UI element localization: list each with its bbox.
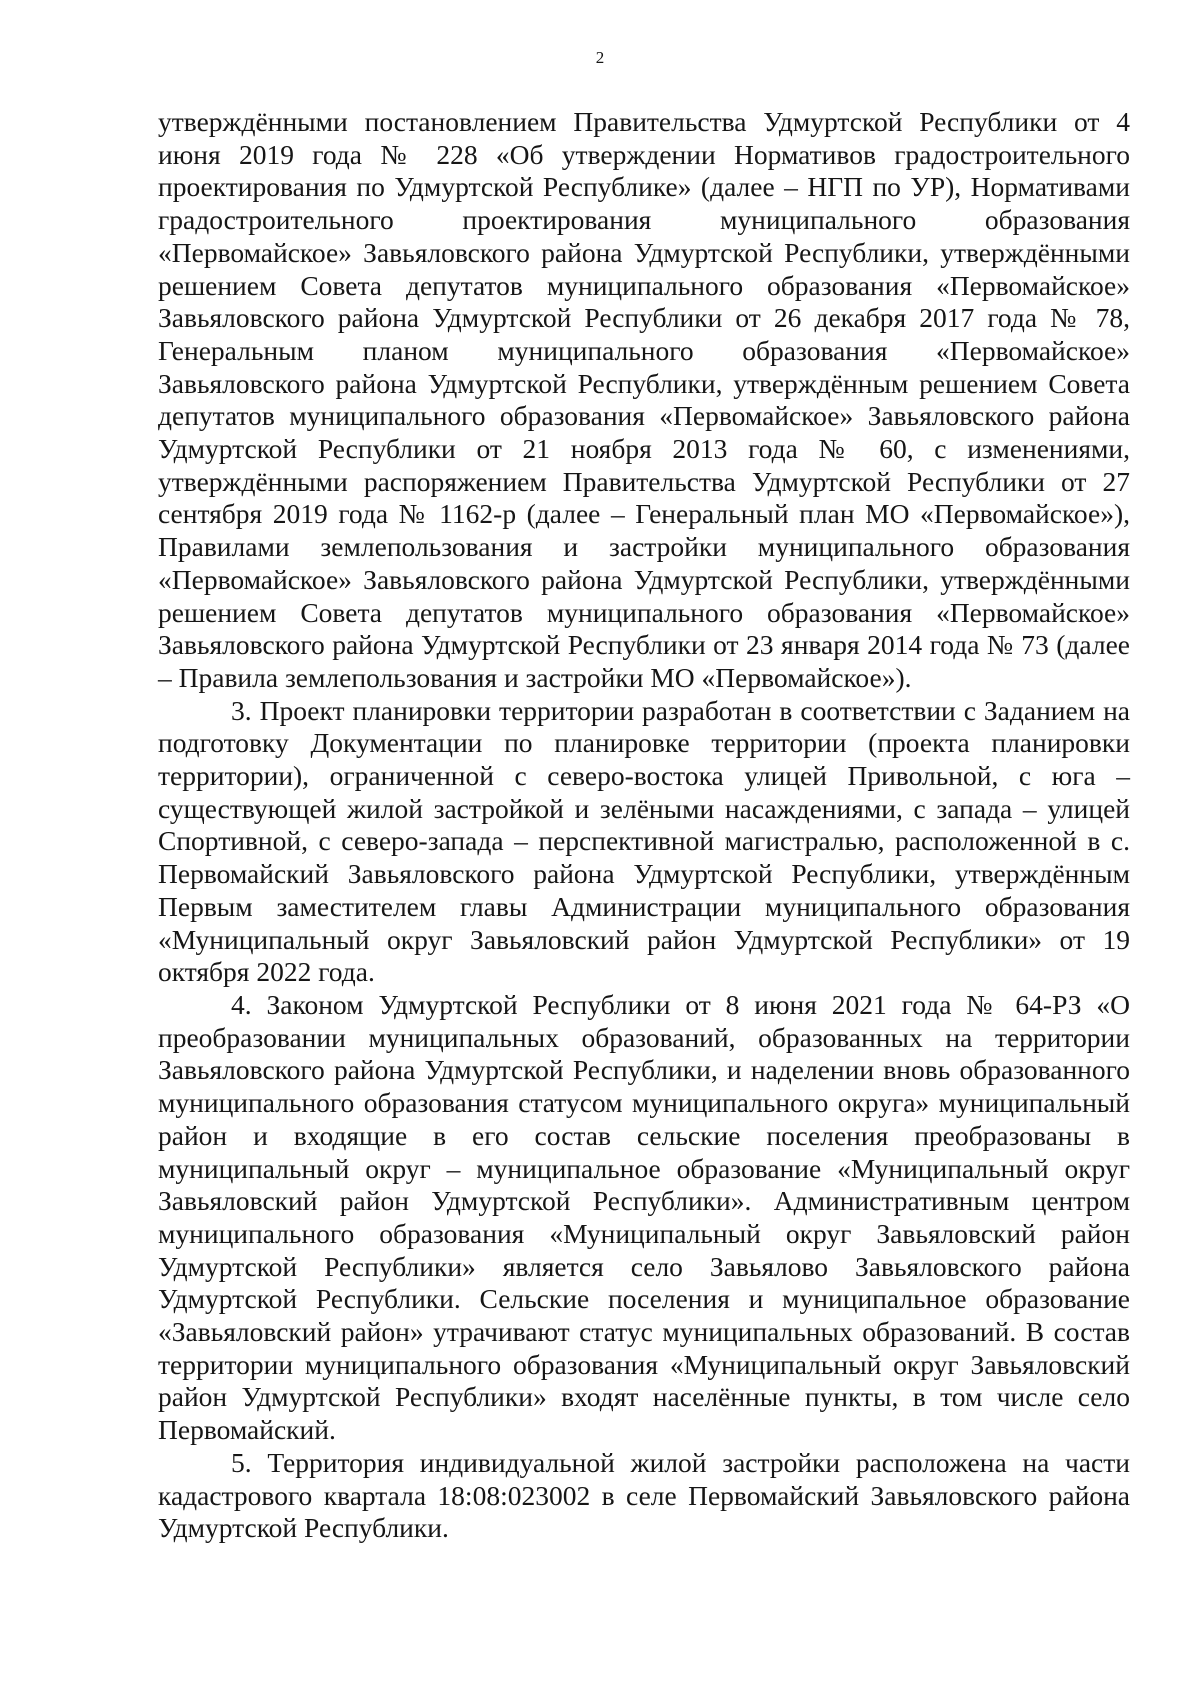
paragraph-item-5: 5. Территория индивидуальной жилой застройки расположена на части кадастрового квартала 18:08:023002 в селе Первомайский Завьяловского района Удмуртской Республики.: [158, 1446, 1130, 1544]
page-number: 2: [595, 48, 605, 67]
paragraph-item-4: 4. Законом Удмуртской Республики от 8 июня 2021 года № 64-РЗ «О преобразовании муниципальных образований, образованных на территории Завьяловского района Удмуртской Республики, и наделении вновь образованного муниципального образования статусом муниципального округа» муниципальный район и входящие в его состав сельские поселения преобразованы в муниципальный округ – муниципальное образование «Муниципальный округ Завьяловский район Удмуртской Республики». Административным центром муниципального образования «Муниципальный округ Завьяловский район Удмуртской Республики» является село Завьялово Завьяловского района Удмуртской Республики. Сельские поселения и муниципальное образование «Завьяловский район» утрачивают статус муниципальных образований. В состав территории муниципального образования «Муниципальный округ Завьяловский район Удмуртской Республики» входят населённые пункты, в том числе село Первомайский.: [158, 988, 1130, 1446]
document-body: [158, 106, 1130, 1545]
paragraph-continuation: утверждёнными постановлением Правительства Удмуртской Республики от 4 июня 2019 года № 228 «Об утверждении Нормативов градостроительного проектирования по Удмуртской Республике» (далее – НГП по УР), Нормативами градостроительного проектирования муниципального образования «Первомайское» Завьяловского района Удмуртской Республики, утверждёнными решением Совета депутатов муниципального образования «Первомайское» Завьяловского района Удмуртской Республики от 26 декабря 2017 года № 78, Генеральным планом муниципального образования «Первомайское» Завьяловского района Удмуртской Республики, утверждённым решением Совета депутатов муниципального образования «Первомайское» Завьяловского района Удмуртской Республики от 21 ноября 2013 года № 60, с изменениями, утверждёнными распоряжением Правительства Удмуртской Республики от 27 сентября 2019 года № 1162-р (далее – Генеральный план МО «Первомайское»), Правилами землепользования и застройки муниципального образования «Первомайское» Завьяловского района Удмуртской Республики, утверждёнными решением Совета депутатов муниципального образования «Первомайское» Завьяловского района Удмуртской Республики от 23 января 2014 года № 73 (далее – Правила землепользования и застройки МО «Первомайское»).: [158, 106, 1130, 693]
paragraph-item-3: 3. Проект планировки территории разработан в соответствии с Заданием на подготовку Документации по планировке территории (проекта планировки территории), ограниченной с северо-востока улицей Привольной, с юга – существующей жилой застройкой и зелёными насаждениями, с запада – улицей Спортивной, с северо-запада – перспективной магистралью, расположенной в с. Первомайский Завьяловского района Удмуртской Республики, утверждённым Первым заместителем главы Администрации муниципального образования «Муниципальный округ Завьяловский район Удмуртской Республики» от 19 октября 2022 года.: [158, 694, 1130, 988]
